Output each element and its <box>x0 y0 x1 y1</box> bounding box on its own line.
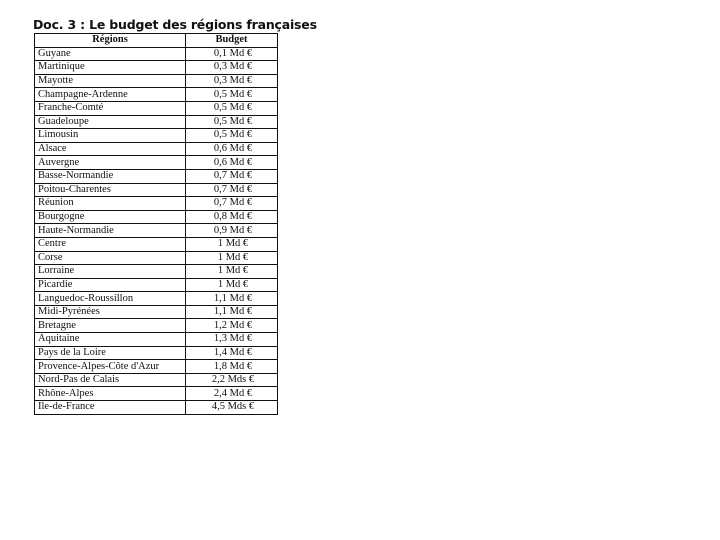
region-name-cell: Haute-Normandie <box>35 224 186 238</box>
region-name-cell: Centre <box>35 237 186 251</box>
region-column-header: Régions <box>35 34 186 48</box>
region-name-cell: Guadeloupe <box>35 115 186 129</box>
table-row <box>35 61 278 75</box>
table-row <box>35 74 278 88</box>
budget-value-cell: 0,3 Md € <box>186 61 278 75</box>
region-name-cell: Martinique <box>35 61 186 75</box>
region-name-cell: Champagne-Ardenne <box>35 88 186 102</box>
region-name-cell: Provence-Alpes-Côte d'Azur <box>35 360 186 374</box>
table-row <box>35 292 278 306</box>
budget-value-cell: 1,1 Md € <box>186 305 278 319</box>
table-row <box>35 346 278 360</box>
table-row <box>35 387 278 401</box>
budget-value-cell: 0,7 Md € <box>186 183 278 197</box>
budget-table <box>34 33 278 415</box>
region-name-cell: Ile-de-France <box>35 401 186 415</box>
region-name-cell: Pays de la Loire <box>35 346 186 360</box>
table-row <box>35 210 278 224</box>
budget-value-cell: 1 Md € <box>186 237 278 251</box>
budget-value-cell: 0,8 Md € <box>186 210 278 224</box>
table-row <box>35 142 278 156</box>
budget-value-cell: 0,5 Md € <box>186 129 278 143</box>
budget-value-cell: 0,5 Md € <box>186 88 278 102</box>
table-row <box>35 47 278 61</box>
table-row <box>35 360 278 374</box>
table-row <box>35 115 278 129</box>
region-name-cell: Alsace <box>35 142 186 156</box>
table-row <box>35 169 278 183</box>
region-name-cell: Bretagne <box>35 319 186 333</box>
budget-value-cell: 0,6 Md € <box>186 142 278 156</box>
table-row <box>35 251 278 265</box>
budget-value-cell: 1,3 Md € <box>186 333 278 347</box>
budget-value-cell: 0,9 Md € <box>186 224 278 238</box>
table-row <box>35 333 278 347</box>
region-name-cell: Guyane <box>35 47 186 61</box>
table-row <box>35 88 278 102</box>
table-row <box>35 237 278 251</box>
budget-value-cell: 1 Md € <box>186 251 278 265</box>
region-name-cell: Basse-Normandie <box>35 169 186 183</box>
budget-value-cell: 0,1 Md € <box>186 47 278 61</box>
region-name-cell: Nord-Pas de Calais <box>35 373 186 387</box>
budget-value-cell: 1 Md € <box>186 265 278 279</box>
region-name-cell: Midi-Pyrénées <box>35 305 186 319</box>
region-name-cell: Réunion <box>35 197 186 211</box>
table-row <box>35 101 278 115</box>
table-row <box>35 129 278 143</box>
region-name-cell: Poitou-Charentes <box>35 183 186 197</box>
region-name-cell: Franche-Comté <box>35 101 186 115</box>
budget-value-cell: 0,5 Md € <box>186 115 278 129</box>
region-name-cell: Lorraine <box>35 265 186 279</box>
table-row <box>35 401 278 415</box>
table-row <box>35 156 278 170</box>
table-row <box>35 224 278 238</box>
region-name-cell: Corse <box>35 251 186 265</box>
region-name-cell: Auvergne <box>35 156 186 170</box>
budget-value-cell: 0,7 Md € <box>186 197 278 211</box>
document-title: Doc. 3 : Le budget des régions françaises <box>33 17 317 32</box>
region-name-cell: Limousin <box>35 129 186 143</box>
region-name-cell: Mayotte <box>35 74 186 88</box>
region-name-cell: Rhône-Alpes <box>35 387 186 401</box>
budget-value-cell: 0,5 Md € <box>186 101 278 115</box>
region-name-cell: Picardie <box>35 278 186 292</box>
budget-value-cell: 0,3 Md € <box>186 74 278 88</box>
table-header-row <box>35 34 278 48</box>
budget-value-cell: 1 Md € <box>186 278 278 292</box>
budget-value-cell: 1,2 Md € <box>186 319 278 333</box>
budget-value-cell: 0,7 Md € <box>186 169 278 183</box>
table-body <box>35 47 278 414</box>
table-row <box>35 305 278 319</box>
budget-value-cell: 1,8 Md € <box>186 360 278 374</box>
table-row <box>35 265 278 279</box>
table-row <box>35 278 278 292</box>
budget-value-cell: 1,4 Md € <box>186 346 278 360</box>
region-name-cell: Languedoc-Roussillon <box>35 292 186 306</box>
budget-value-cell: 2,4 Md € <box>186 387 278 401</box>
budget-value-cell: 2,2 Mds € <box>186 373 278 387</box>
budget-value-cell: 0,6 Md € <box>186 156 278 170</box>
budget-column-header: Budget <box>186 34 278 48</box>
table-row <box>35 319 278 333</box>
table-row <box>35 373 278 387</box>
table-row <box>35 197 278 211</box>
region-name-cell: Aquitaine <box>35 333 186 347</box>
region-name-cell: Bourgogne <box>35 210 186 224</box>
budget-value-cell: 1,1 Md € <box>186 292 278 306</box>
budget-value-cell: 4,5 Mds € <box>186 401 278 415</box>
table-row <box>35 183 278 197</box>
